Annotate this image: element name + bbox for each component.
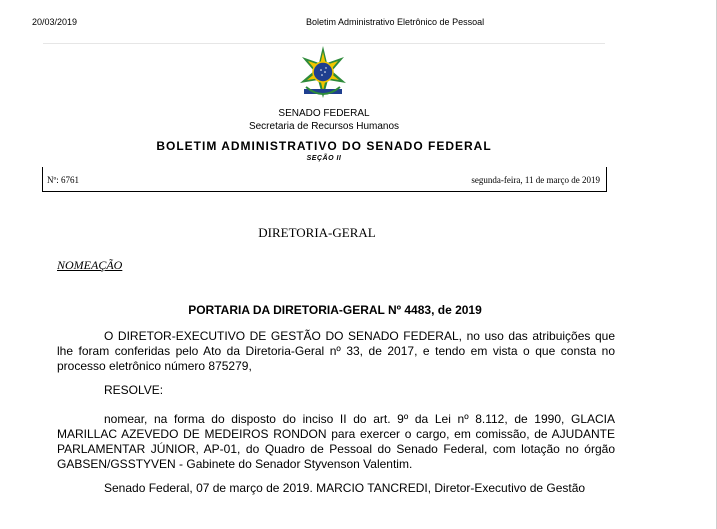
org-department: Secretaria de Recursos Humanos	[248, 121, 400, 132]
paragraph-preamble: O DIRETOR-EXECUTIVO DE GESTÃO DO SENADO FEDERAL, no uso das atribuições que lhe foram conferidas pelo Ato da Diretoria-Geral nº 33, de 2017, e tendo em vista o que consta no processo eletrônico número 875279,	[57, 329, 615, 373]
paragraph-appointment: nomear, na forma do disposto do inciso II do art. 9º da Lei nº 8.112, de 1990, GLACIA MARILLAC AZEVEDO DE MEDEIROS RONDON para exercer o cargo, em comissão, de AJUDANTE PARLAMENTAR JÚNIOR, AP-01, do Quadro de Pessoal do Senado Federal, com lotação no órgão GABSEN/GSSTYVEN - Gabinete do Senador Styvenson Valentim.	[57, 412, 615, 471]
paragraph-signature: Senado Federal, 07 de março de 2019. MARCIO TANCREDI, Diretor-Executivo de Gestão	[104, 481, 586, 495]
act-title: PORTARIA DA DIRETORIA-GERAL Nº 4483, de 2019	[188, 303, 482, 317]
bulletin-title: BOLETIM ADMINISTRATIVO DO SENADO FEDERAL	[156, 139, 492, 153]
issue-info-box	[42, 167, 607, 192]
subject-heading: NOMEAÇÃO	[57, 258, 123, 272]
header-date: 20/03/2019	[32, 17, 78, 27]
brazil-coat-of-arms-icon	[294, 43, 352, 101]
header-publication: Boletim Administrativo Eletrônico de Pessoal	[306, 17, 485, 27]
page-header	[0, 17, 717, 31]
issue-number: Nº: 6761	[47, 175, 80, 185]
division-heading: DIRETORIA-GERAL	[258, 225, 376, 240]
issue-date: segunda-feira, 11 de março de 2019	[471, 175, 600, 185]
org-name: SENADO FEDERAL	[278, 108, 370, 119]
paragraph-resolve: RESOLVE:	[104, 383, 164, 397]
section-label: SEÇÃO II	[306, 155, 342, 162]
